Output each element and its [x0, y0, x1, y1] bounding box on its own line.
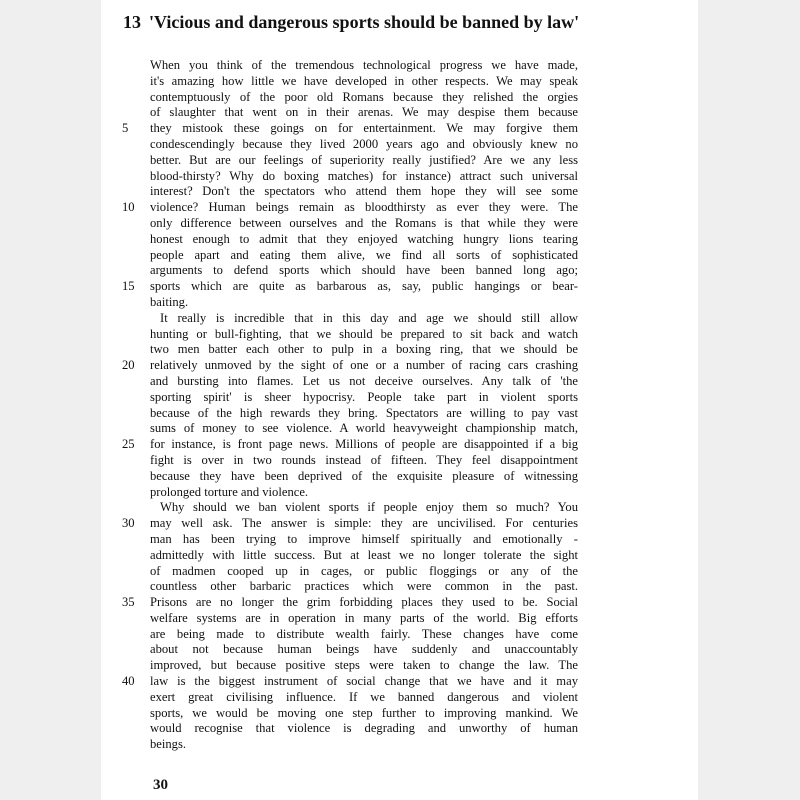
- text-line: two men batter each other to pulp in a boxing ring, that we should be: [150, 342, 578, 357]
- text-line: When you think of the tremendous technological progress we have made,: [150, 58, 578, 72]
- text-line: violence? Human beings remain as bloodthirsty as ever they were. The: [150, 200, 578, 215]
- text-line: law is the biggest instrument of social change that we have and it may: [150, 674, 578, 689]
- text-line: may well ask. The answer is simple: they are uncivilised. For centuries: [150, 516, 578, 531]
- line-number: 10: [122, 200, 135, 215]
- line-number: 30: [122, 516, 135, 531]
- text-line: sports which are quite as barbarous as, say, public hangings or bear-: [150, 279, 578, 294]
- text-line: Prisons are no longer the grim forbidding places they used to be. Social: [150, 595, 578, 610]
- text-line: honest enough to admit that they enjoyed watching hungry lions tearing: [150, 231, 578, 246]
- text-line: welfare systems are in operation in many parts of the world. Big efforts: [150, 610, 578, 625]
- text-line: are being made to distribute wealth fairly. These changes have come: [150, 626, 578, 641]
- line-number: 5: [122, 121, 129, 136]
- text-line: about not because human beings have suddenly and unaccountably: [150, 642, 578, 657]
- line-number: 35: [122, 595, 135, 610]
- text-line: would recognise that violence is degrading and unworthy of human: [150, 721, 578, 736]
- line-number: 20: [122, 358, 135, 373]
- line-number: 15: [122, 279, 135, 294]
- text-line: contemptuously of the poor old Romans because they relished the orgies: [150, 89, 578, 104]
- text-line: prolonged torture and violence.: [150, 484, 309, 499]
- line-number: 25: [122, 437, 135, 452]
- text-line: blood-thirsty? Why do boxing matches) for instance) attract such universal: [150, 168, 578, 183]
- text-line: better. But are our feelings of superiority really justified? Are we any less: [150, 152, 578, 167]
- text-line: of madmen cooped up in cages, or public floggings or any of the: [150, 563, 578, 578]
- text-line: exert great civilising influence. If we banned dangerous and violent: [150, 689, 578, 704]
- text-line: hunting or bull-fighting, that we should be prepared to sit back and watch: [150, 326, 578, 341]
- text-line: relatively unmoved by the sight of one or a number of racing cars crashing: [150, 358, 578, 373]
- article-body: [150, 58, 578, 753]
- text-line: sports, we would be moving one step further to improving mankind. We: [150, 705, 578, 720]
- text-line: admittedly with little success. But at least we no longer tolerate the sight: [150, 547, 578, 562]
- text-line: for instance, is front page news. Millions of people are disappointed if a big: [150, 437, 578, 452]
- article-number: 13: [123, 12, 141, 32]
- text-line: of slaughter that went on in their arenas. We may despise them because: [150, 105, 578, 120]
- article-title: 'Vicious and dangerous sports should be banned by law': [149, 12, 580, 32]
- text-line: and bursting into flames. Let us not deceive ourselves. Any talk of 'the: [150, 373, 578, 388]
- text-line: because they have been deprived of the exquisite pleasure of witnessing: [150, 468, 578, 483]
- text-line: It really is incredible that in this day and age we should still allow: [160, 310, 578, 325]
- text-line: people apart and eating them alive, we find all sorts of sophisticated: [150, 247, 578, 262]
- text-line: arguments to defend sports which should have been banned long ago;: [150, 263, 578, 278]
- text-line: because of the high rewards they bring. Spectators are willing to pay vast: [150, 405, 578, 420]
- book-page: [101, 0, 698, 800]
- text-line: it's amazing how little we have developed in other respects. We may speak: [150, 73, 578, 88]
- text-line: they mistook these goings on for entertainment. We may forgive them: [150, 121, 578, 136]
- page-number: 30: [153, 777, 168, 793]
- text-line: improved, but because positive steps were taken to change the law. The: [150, 658, 578, 673]
- text-line: countless other barbaric practices which were common in the past.: [150, 579, 578, 594]
- line-number: 40: [122, 674, 135, 689]
- text-line: baiting.: [150, 294, 189, 309]
- text-line: sums of money to see violence. A world heavyweight championship match,: [150, 421, 578, 436]
- text-line: man has been trying to improve himself spiritually and emotionally -: [150, 531, 578, 546]
- text-line: Why should we ban violent sports if people enjoy them so much? You: [160, 500, 578, 515]
- text-line: sporting spirit' is sheer hypocrisy. People take part in violent sports: [150, 389, 578, 404]
- text-line: fight is over in two rounds instead of fifteen. They feel disappointment: [150, 452, 578, 467]
- text-line: interest? Don't the spectators who attend them hope they will see some: [150, 184, 578, 199]
- text-line: only difference between ourselves and the Romans is that while they were: [150, 215, 578, 230]
- text-line: beings.: [150, 737, 187, 752]
- text-line: condescendingly because they lived 2000 years ago and obviously knew no: [150, 136, 578, 151]
